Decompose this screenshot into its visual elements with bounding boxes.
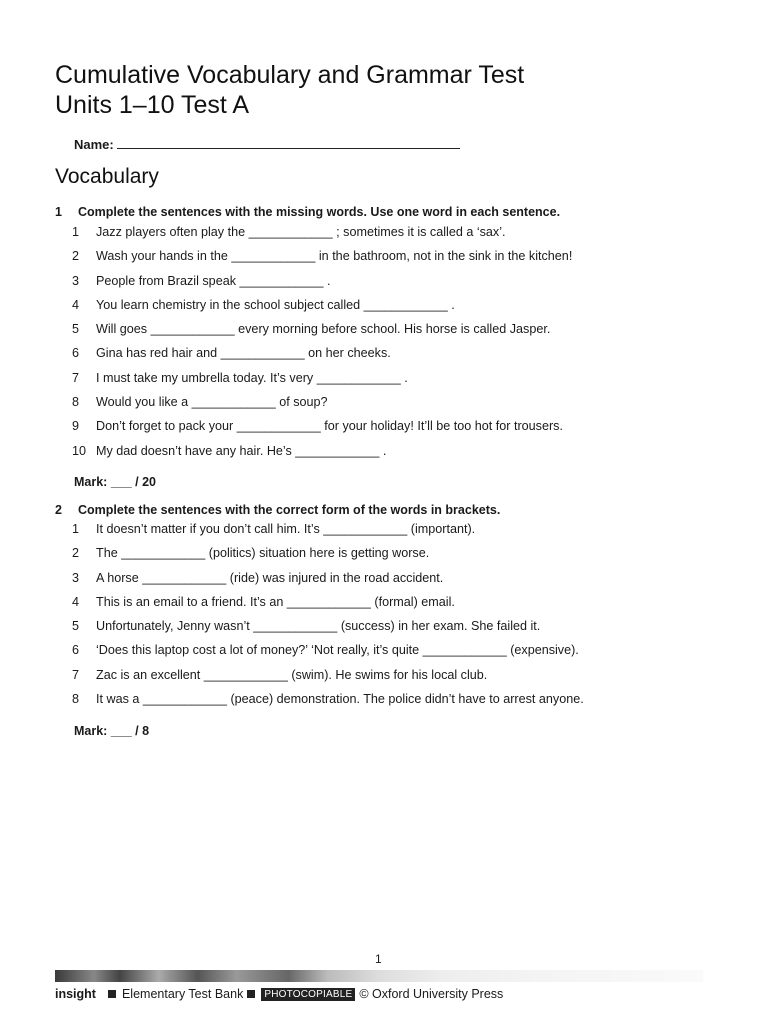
name-blank-line[interactable] (117, 136, 460, 149)
item-number: 6 (72, 643, 80, 658)
item-text: My dad doesn’t have any hair. He’s ____________ . (96, 443, 387, 458)
exercise-1-number: 1 (55, 205, 62, 219)
item-number: 3 (72, 273, 80, 288)
exercise-2-list (72, 521, 584, 715)
list-item (72, 521, 584, 545)
list-item (72, 618, 584, 642)
item-text: The ____________ (politics) situation here is getting worse. (96, 546, 430, 561)
title-line-1: Cumulative Vocabulary and Grammar Test (55, 61, 525, 89)
item-text: Would you like a ____________ of soup? (96, 395, 328, 410)
section-heading: Vocabulary (55, 165, 159, 188)
item-number: 2 (72, 249, 80, 264)
list-item (72, 545, 584, 569)
square-bullet-icon (247, 990, 255, 998)
item-number: 8 (72, 395, 80, 410)
series-name: Elementary Test Bank (121, 987, 244, 1001)
item-number: 1 (72, 225, 80, 239)
list-item (72, 570, 584, 594)
exercise-2-number: 2 (55, 503, 62, 517)
name-label: Name: (74, 137, 114, 152)
item-text: ‘Does this laptop cost a lot of money?’ ‘Not really, it’s quite ____________ (expensive). (96, 643, 579, 658)
item-text: You learn chemistry in the school subject called ____________ . (96, 297, 455, 312)
list-item (72, 273, 572, 297)
exercise-1-instruction (55, 205, 560, 219)
exercise-2-mark: Mark: ___ / 8 (74, 724, 150, 738)
name-field-row (74, 136, 460, 152)
list-item (72, 345, 572, 369)
item-number: 7 (72, 370, 80, 385)
footer (55, 987, 503, 1001)
list-item (72, 691, 584, 715)
item-number: 4 (72, 594, 80, 609)
item-number: 5 (72, 322, 80, 337)
item-text: I must take my umbrella today. It’s very ____________ . (96, 370, 408, 385)
item-number: 5 (72, 619, 80, 634)
test-title (55, 60, 524, 120)
exercise-1-list (72, 224, 572, 467)
title-line-2: Units 1–10 Test A (55, 91, 250, 119)
exercise-2-instruction (55, 503, 500, 517)
list-item (72, 667, 584, 691)
list-item (72, 443, 572, 467)
item-text: Don’t forget to pack your ____________ for your holiday! It’ll be too hot for trousers. (96, 419, 563, 434)
exercise-2-instruction-text: Complete the sentences with the correct form of the words in brackets. (78, 503, 501, 517)
item-text: Wash your hands in the ____________ in the bathroom, not in the sink in the kitchen! (96, 249, 573, 264)
list-item (72, 418, 572, 442)
item-text: Will goes ____________ every morning before school. His horse is called Jasper. (96, 322, 551, 337)
item-number: 8 (72, 692, 80, 707)
list-item (72, 248, 572, 272)
item-number: 9 (72, 419, 80, 434)
list-item (72, 394, 572, 418)
item-number: 7 (72, 667, 80, 682)
item-number: 3 (72, 570, 80, 585)
exercise-1-mark: Mark: ___ / 20 (74, 475, 156, 489)
list-item (72, 297, 572, 321)
list-item (72, 321, 572, 345)
item-number: 1 (72, 522, 80, 536)
item-text: Gina has red hair and ____________ on her cheeks. (96, 346, 391, 361)
publisher-credit: © Oxford University Press (359, 987, 504, 1001)
item-text: This is an email to a friend. It’s an ____________ (formal) email. (96, 594, 455, 609)
list-item (72, 370, 572, 394)
item-text: Zac is an excellent ____________ (swim). He swims for his local club. (96, 667, 488, 682)
list-item (72, 224, 572, 248)
item-text: Jazz players often play the ____________ ; sometimes it is called a ‘sax’. (96, 225, 506, 239)
brand-logo: insight (55, 987, 96, 1001)
item-text: It was a ____________ (peace) demonstration. The police didn’t have to arrest anyone. (96, 692, 584, 707)
item-text: A horse ____________ (ride) was injured in the road accident. (96, 570, 444, 585)
item-number: 4 (72, 297, 80, 312)
list-item (72, 642, 584, 666)
exercise-1-instruction-text: Complete the sentences with the missing words. Use one word in each sentence. (78, 205, 561, 219)
list-item (72, 594, 584, 618)
item-number: 10 (72, 443, 87, 458)
photocopiable-badge: PHOTOCOPIABLE (261, 988, 355, 1001)
page-number: 1 (375, 952, 382, 966)
item-text: Unfortunately, Jenny wasn’t ____________ (success) in her exam. She failed it. (96, 619, 541, 634)
item-text: It doesn’t matter if you don’t call him. It’s ____________ (important). (96, 522, 476, 536)
item-number: 6 (72, 346, 80, 361)
item-text: People from Brazil speak ____________ . (96, 273, 331, 288)
footer-photo-band (55, 970, 703, 982)
square-bullet-icon (108, 990, 116, 998)
item-number: 2 (72, 546, 80, 561)
